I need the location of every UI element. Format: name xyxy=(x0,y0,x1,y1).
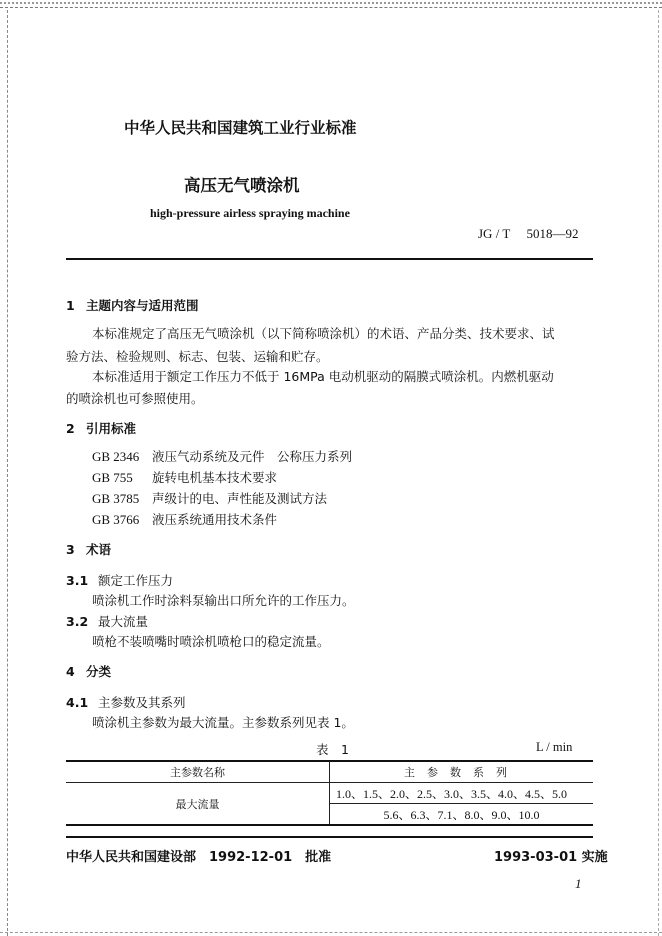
table-unit: L / min xyxy=(536,740,573,754)
term-3-2-number: 3.2 xyxy=(66,614,89,629)
page-right-edge xyxy=(658,10,662,936)
reference-code: GB 3785 xyxy=(92,491,140,506)
reference-standard-item xyxy=(92,468,277,486)
page-left-edge xyxy=(0,10,8,936)
page-number: 1 xyxy=(575,876,582,891)
page-bottom-edge xyxy=(0,932,662,936)
reference-name: 旋转电机基本技术要求 xyxy=(152,470,278,485)
section-3-heading xyxy=(66,540,111,558)
reference-standard-item xyxy=(92,489,327,507)
table-row-label: 最大流量 xyxy=(66,783,330,826)
term-3-1-number: 3.1 xyxy=(66,573,89,588)
section-1-heading xyxy=(66,296,199,314)
table-cell: 1.0、1.5、2.0、2.5、3.0、3.5、4.0、4.5、5.0 xyxy=(330,783,594,804)
reference-code: GB 3766 xyxy=(92,512,140,527)
standard-category-title: 中华人民共和国建筑工业行业标准 xyxy=(124,119,357,137)
standard-number xyxy=(478,226,579,242)
table-header-cell: 主参数系列 xyxy=(330,761,594,783)
section-1-paragraph-2-line-1: 本标准适用于额定工作压力不低于 16MPa 电动机驱动的隔膜式喷涂机。内燃机驱动 xyxy=(92,369,554,384)
term-3-2-title: 最大流量 xyxy=(98,614,149,629)
section-2-title: 引用标准 xyxy=(86,421,137,436)
term-3-1-definition: 喷涂机工作时涂料泵输出口所允许的工作压力。 xyxy=(92,593,355,608)
reference-name: 液压系统通用技术条件 xyxy=(152,512,278,527)
effective-date: 1993-03-01 实施 xyxy=(494,850,608,865)
section-3-title: 术语 xyxy=(86,542,112,557)
reference-standard-item xyxy=(92,447,352,465)
standard-number-prefix: JG / T xyxy=(478,226,511,241)
reference-name: 声级计的电、声性能及测试方法 xyxy=(152,491,328,506)
footer-rule xyxy=(66,836,593,838)
term-3-2-heading xyxy=(66,612,148,630)
term-3-1-title: 额定工作压力 xyxy=(98,573,174,588)
section-2-number: 2 xyxy=(66,421,75,436)
reference-code: GB 755 xyxy=(92,470,133,485)
section-1-paragraph-1-line-2: 验方法、检验规则、标志、包装、运输和贮存。 xyxy=(66,349,329,364)
page-top-perforation xyxy=(0,2,662,4)
reference-name: 液压气动系统及元件 公称压力系列 xyxy=(152,449,353,464)
section-2-heading xyxy=(66,419,136,437)
section-1-title: 主题内容与适用范围 xyxy=(86,298,199,313)
section-1-number: 1 xyxy=(66,298,75,313)
clause-4-1-title: 主参数及其系列 xyxy=(98,695,186,710)
reference-code: GB 2346 xyxy=(92,449,140,464)
document-title: 高压无气喷涂机 xyxy=(184,176,300,195)
table-header-row xyxy=(66,761,593,783)
section-3-number: 3 xyxy=(66,542,75,557)
section-4-title: 分类 xyxy=(86,664,112,679)
header-rule xyxy=(66,258,593,260)
table-row xyxy=(66,783,593,804)
reference-standard-item xyxy=(92,510,277,528)
approval-line: 中华人民共和国建设部 1992-12-01 批准 xyxy=(66,850,332,865)
clause-4-1-heading xyxy=(66,693,186,711)
table-cell: 5.6、6.3、7.1、8.0、9.0、10.0 xyxy=(330,804,594,826)
standard-number-value: 5018—92 xyxy=(526,226,579,241)
clause-4-1-text: 喷涂机主参数为最大流量。主参数系列见表 1。 xyxy=(92,715,354,730)
table-caption: 表 1 xyxy=(316,742,349,757)
table-header-cell: 主参数名称 xyxy=(66,761,330,783)
section-1-paragraph-1-line-1: 本标准规定了高压无气喷涂机（以下简称喷涂机）的术语、产品分类、技术要求、试 xyxy=(92,326,555,341)
section-4-heading xyxy=(66,662,111,680)
parameter-table xyxy=(66,760,593,826)
clause-4-1-number: 4.1 xyxy=(66,695,89,710)
term-3-2-definition: 喷枪不装喷嘴时喷涂机喷枪口的稳定流量。 xyxy=(92,634,330,649)
section-1-paragraph-2-line-2: 的喷涂机也可参照使用。 xyxy=(66,391,204,406)
english-title: high-pressure airless spraying machine xyxy=(150,206,350,220)
section-4-number: 4 xyxy=(66,664,75,679)
term-3-1-heading xyxy=(66,571,173,589)
